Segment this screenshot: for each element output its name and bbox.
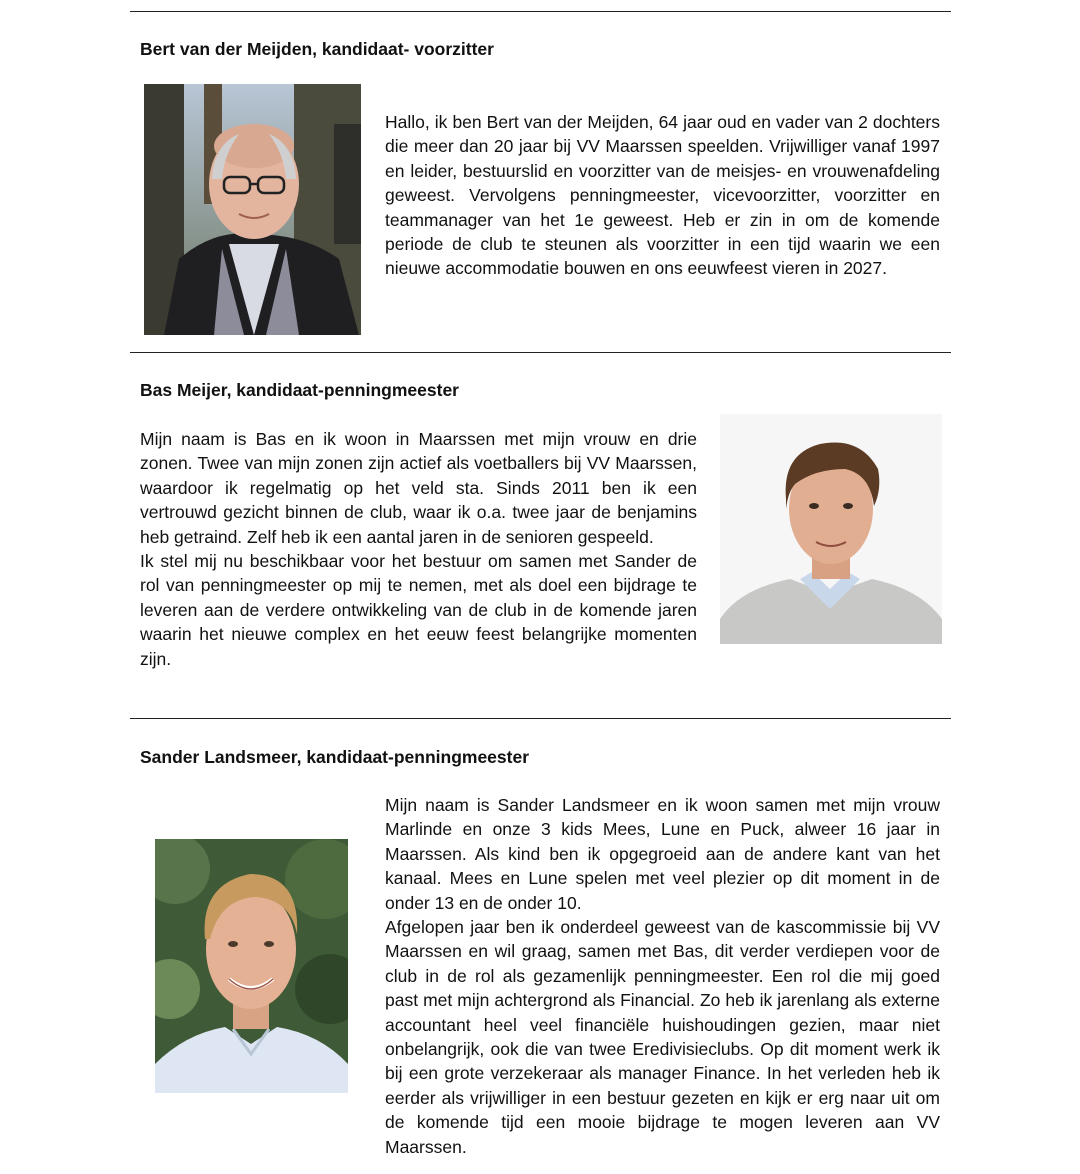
portrait-photo-icon — [720, 414, 942, 644]
candidate-heading-sander: Sander Landsmeer, kandidaat-penningmeester — [140, 747, 530, 767]
bert-bio — [385, 110, 940, 281]
divider-1 — [130, 352, 951, 353]
divider-2 — [130, 718, 951, 719]
portrait-photo-icon — [144, 84, 361, 335]
bio-paragraph: Mijn naam is Bas en ik woon in Maarssen met mijn vrouw en drie zonen. Twee van mijn zonen zijn actief als voetballers bij VV Maarssen, waardoor ik regelmatig op het veld sta. Sinds 2011 ben ik een vertrouwd gezicht binnen de club, waar ik o.a. twee jaar de benjamins heb getraind. Zelf heb ik een aantal jaren in de senioren gespeeld. — [140, 429, 697, 547]
divider-top — [130, 11, 951, 12]
portrait-photo-icon — [155, 839, 348, 1093]
bio-paragraph: Mijn naam is Sander Landsmeer en ik woon samen met mijn vrouw Marlinde en onze 3 kids Mees, Lune en Puck, alweer 16 jaar in Maarssen. Als kind ben ik opgegroeid aan de andere kant van het kanaal. Mees en Lune spelen met veel plezier op dit moment in de onder 13 en de onder 10. — [385, 795, 940, 913]
bio-paragraph: Ik stel mij nu beschikbaar voor het bestuur om samen met Sander de rol van penningmeester op mij te nemen, met als doel een bijdrage te leveren aan de verdere ontwikkeling van de club in de komende jaren waarin het nieuwe complex en het eeuw feest belangrijke momenten zijn. — [140, 551, 697, 669]
sander-bio — [385, 793, 940, 1159]
candidate-heading-bert: Bert van der Meijden, kandidaat- voorzitter — [140, 39, 494, 59]
bas-photo — [720, 414, 942, 644]
sander-photo — [155, 839, 348, 1093]
bio-paragraph: Hallo, ik ben Bert van der Meijden, 64 jaar oud en vader van 2 dochters die meer dan 20 jaar bij VV Maarssen speelden. Vrijwilliger vanaf 1997 en leider, bestuurslid en voorzitter van de meisjes- en vrouwenafdeling geweest. Vervolgens penningmeester, vicevoorzitter, voorzitter en teammanager van het 1e geweest. Heb er zin in om de komende periode de club te steunen als voorzitter in een tijd waarin we een nieuwe accommodatie bouwen en ons eeuwfeest vieren in 2027. — [385, 112, 940, 279]
bio-paragraph: Afgelopen jaar ben ik onderdeel geweest van de kascommissie bij VV Maarssen en wil graag, samen met Bas, dit verder verdiepen voor de club in de rol als gezamenlijk penningmeester. Een rol die mij goed past met mijn achtergrond als Financial. Zo heb ik jarenlang als externe accountant heel veel financiële huishoudingen gezien, maar niet onbelangrijk, ook die van twee Eredivisieclubs. Op dit moment werk ik bij een grote verzekeraar als manager Finance. In het verleden heb ik eerder als vrijwilliger in een bestuur gezeten en kijk er erg naar uit om de komende tijd een mooie bijdrage te mogen leveren aan VV Maarssen. — [385, 917, 940, 1157]
bert-photo — [144, 84, 361, 335]
bas-bio — [140, 427, 697, 671]
candidate-heading-bas: Bas Meijer, kandidaat-penningmeester — [140, 380, 459, 400]
